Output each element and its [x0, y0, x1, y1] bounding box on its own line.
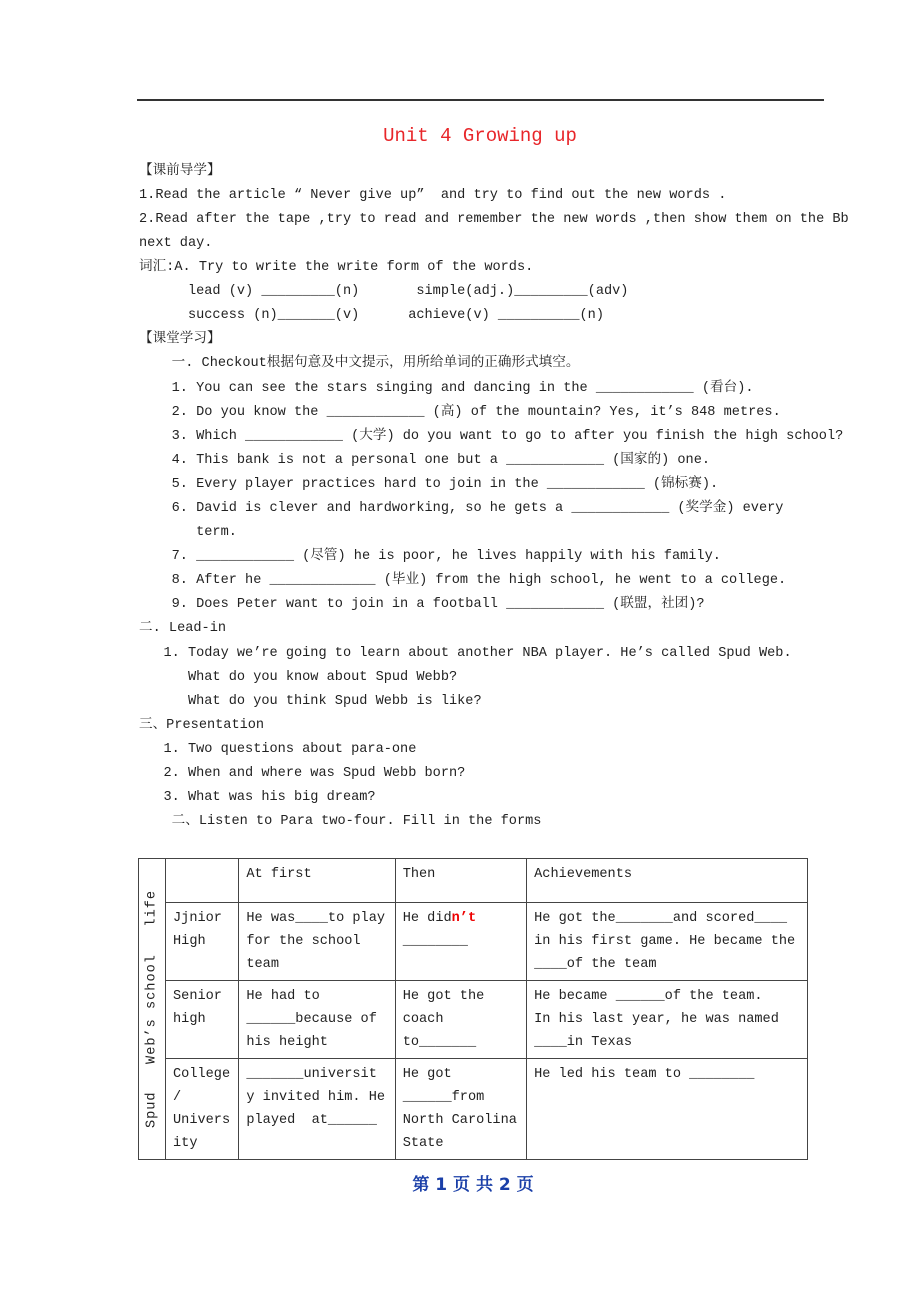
text-line: 二、Listen to Para two-four. Fill in the forms [139, 814, 542, 829]
text-line: next day. [139, 236, 213, 251]
text-line: 1. Two questions about para-one [139, 742, 417, 757]
then-cell: He got ______from North Carolina State [395, 1059, 526, 1160]
stage-cell: College / Univers ity [166, 1059, 239, 1160]
achievements-cell: He got the_______and scored____ in his first game. He became the ____of the team [527, 903, 808, 981]
at-first-cell: _______universit y invited him. He played at______ [239, 1059, 395, 1160]
text-line: 6. David is clever and hardworking, so he gets a ____________ (奖学金) every [139, 501, 784, 516]
text-line: 三、Presentation [139, 718, 265, 733]
text-line: 4. This bank is not a personal one but a ____________ (国家的) one. [139, 453, 711, 468]
side-label-cell [139, 859, 166, 1160]
text-line: What do you know about Spud Webb? [139, 670, 458, 685]
text-line: 7. ____________ (尽管) he is poor, he lives happily with his family. [139, 549, 721, 564]
then-text: He did [402, 911, 452, 926]
text-line: 1. Today we’re going to learn about another NBA player. He’s called Spud Web. [139, 646, 792, 661]
text-line: 【课堂学习】 [139, 332, 221, 347]
stage-cell: Senior high [166, 981, 239, 1059]
page-footer: 第 1 页 共 2 页 [412, 1175, 534, 1195]
text-line: 3. What was his big dream? [139, 790, 376, 805]
header-cell [166, 859, 239, 903]
text-line: 2.Read after the tape ,try to read and remember the new words ,then show them on the Bb [139, 212, 849, 227]
header-cell: Achievements [527, 859, 808, 903]
text-line: 3. Which ____________ (大学) do you want to go to after you finish the high school? [139, 429, 844, 444]
header-cell: Then [395, 859, 526, 903]
then-text-2: ________ [402, 934, 468, 949]
then-cell [395, 903, 526, 981]
text-line: 【课前导学】 [139, 164, 221, 179]
text-line: 8. After he _____________ (毕业) from the high school, he went to a college. [139, 573, 787, 588]
text-line: 一. Checkout根据句意及中文提示，用所给单词的正确形式填空。 [139, 356, 580, 371]
text-line: 5. Every player practices hard to join in the ____________ (锦标赛). [139, 477, 719, 492]
text-line: lead (v) _________(n) simple(adj.)_________(adv) [139, 284, 629, 299]
then-red-text: n’t [451, 911, 477, 926]
table-section [138, 858, 838, 1196]
text-line: 9. Does Peter want to join in a football ____________ (联盟，社团)? [139, 597, 705, 612]
text-line: What do you think Spud Webb is like? [139, 694, 482, 709]
text-line: 词汇:A. Try to write the write form of the words. [139, 260, 534, 275]
then-cell: He got the coach to_______ [395, 981, 526, 1059]
table-row [139, 1059, 808, 1160]
text-line: success (n)_______(v) achieve(v) __________(n) [139, 308, 604, 323]
header-rule [137, 99, 824, 101]
achievements-cell: He led his team to ________ [527, 1059, 808, 1160]
text-line: 二. Lead-in [139, 621, 227, 636]
text-line: term. [139, 525, 237, 540]
text-line: 1.Read the article “ Never give up” and try to find out the new words . [139, 188, 727, 203]
side-label: Spud Web’s school life [144, 889, 160, 1129]
stage-cell: Jjnior High [166, 903, 239, 981]
table-row [139, 903, 808, 981]
table-row [139, 981, 808, 1059]
text-line: 2. Do you know the ____________ (高) of the mountain? Yes, it’s 848 metres. [139, 405, 781, 420]
spud-webb-table [138, 858, 808, 1160]
page-title: Unit 4 Growing up [383, 125, 577, 147]
at-first-cell: He was____to play for the school team [239, 903, 395, 981]
header-cell: At first [239, 859, 395, 903]
text-line: 1. You can see the stars singing and dancing in the ____________ (看台). [139, 381, 754, 396]
text-line: 2. When and where was Spud Webb born? [139, 766, 466, 781]
at-first-cell: He had to ______because of his height [239, 981, 395, 1059]
achievements-cell: He became ______of the team. In his last year, he was named ____in Texas [527, 981, 808, 1059]
